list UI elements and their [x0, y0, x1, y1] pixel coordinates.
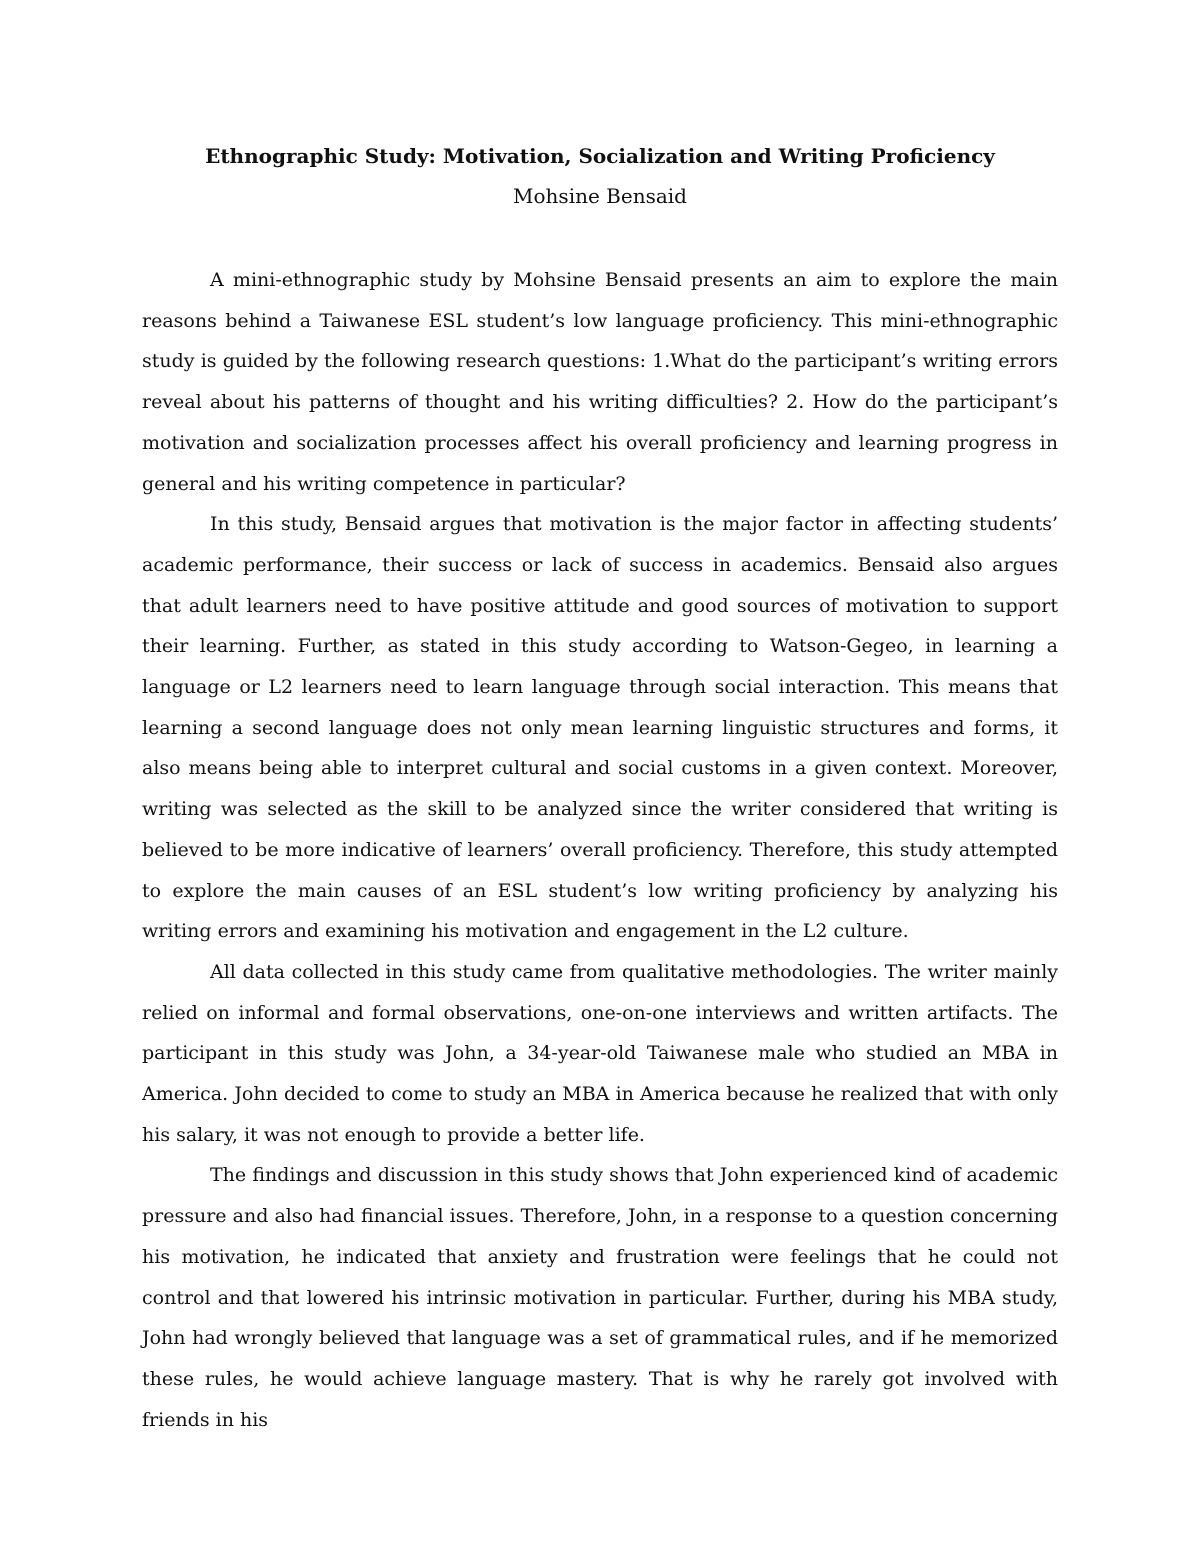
paragraph-2: In this study, Bensaid argues that motivation is the major factor in affecting students’ academic performance, their success or lack of success in academics. Bensaid also argues that adult learners need to have positive attitude and good sources of motivation to support their learning. Further, as stated in this study according to Watson-Gegeo, in learning a language or L2 learners need to learn language through social interaction. This means that learning a second language does not only mean learning linguistic structures and forms, it also means being able to interpret cultural and social customs in a given context. Moreover, writing was selected as the skill to be analyzed since the writer considered that writing is believed to be more indicative of learners’ overall proficiency. Therefore, this study attempted to explore the main causes of an ESL student’s low writing proficiency by analyzing his writing errors and examining his motivation and engagement in the L2 culture. [142, 513, 1058, 943]
document-author: Mohsine Bensaid [513, 184, 687, 208]
paragraph-1: A mini-ethnographic study by Mohsine Bensaid presents an aim to explore the main reasons behind a Taiwanese ESL student’s low language proficiency. This mini-ethnographic study is guided by the following research questions: 1.What do the participant’s writing errors reveal about his patterns of thought and his writing difficulties? 2. How do the participant’s motivation and socialization processes affect his overall proficiency and learning progress in general and his writing competence in particular? [142, 269, 1058, 495]
document-title: Ethnographic Study: Motivation, Socialization and Writing Proficiency [205, 144, 995, 168]
paragraph-3: All data collected in this study came from qualitative methodologies. The writer mainly relied on informal and formal observations, one-on-one interviews and written artifacts. The participant in this study was John, a 34-year-old Taiwanese male who studied an MBA in America. John decided to come to study an MBA in America because he realized that with only his salary, it was not enough to provide a better life. [142, 960, 1058, 1146]
document-body [142, 260, 1058, 1440]
paragraph-4: The findings and discussion in this study shows that John experienced kind of academic pressure and also had financial issues. Therefore, John, in a response to a question concerning his motivation, he indicated that anxiety and frustration were feelings that he could not control and that lowered his intrinsic motivation in particular. Further, during his MBA study, John had wrongly believed that language was a set of grammatical rules, and if he memorized these rules, he would achieve language mastery. That is why he rarely got involved with friends in his [142, 1164, 1058, 1431]
